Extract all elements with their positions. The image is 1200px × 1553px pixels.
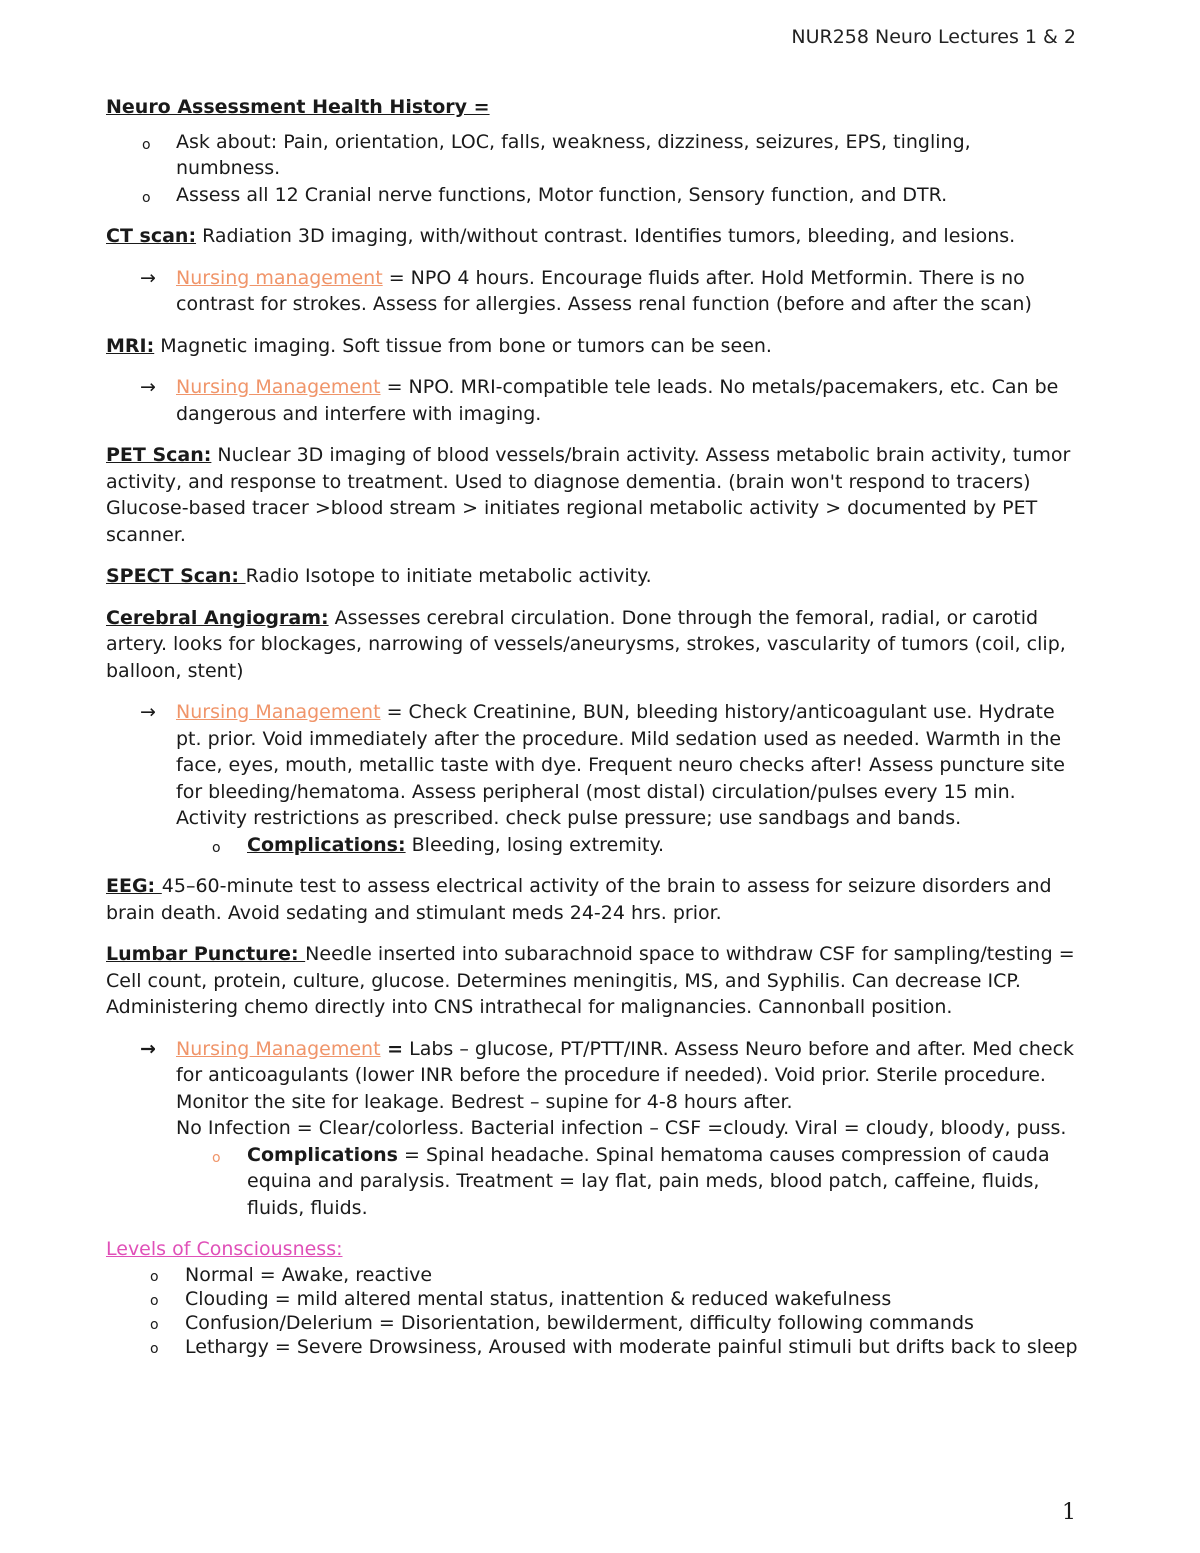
eeg-paragraph: EEG: 45–60-minute test to assess electrical activity of the brain to assess for seizure disorders and brain death. Avoid sedating and stimulant meds 24-24 hrs. prior. [106,875,1052,924]
ct-nursing-management: → Nursing management = NPO 4 hours. Encourage fluids after. Hold Metformin. There is no contrast for strokes. Assess for allergies. Assess renal function (before and after the scan) [140,266,1032,315]
section-title: CT scan: [106,225,197,247]
arrow-icon: → [140,376,156,398]
lumbar-puncture-paragraph: Lumbar Puncture: Needle inserted into subarachnoid space to withdraw CSF for sampling/testing = Cell count, protein, culture, glucose. Determines meningitis, MS, and Syphilis. Can decrease ICP. Administering chemo directly into CNS intrathecal for malignancies. Cannonball position. [106,943,1075,1018]
bullet-icon: o [142,136,151,153]
mri-nursing-management: → Nursing Management = NPO. MRI-compatible tele leads. No metals/pacemakers, etc. Can be dangerous and interfere with imaging. [140,376,1059,425]
complications-label: Complications: [247,833,406,856]
section-title: Cerebral Angiogram: [106,606,329,629]
bullet-icon: o [142,189,151,206]
nursing-management-label: Nursing Management [176,376,381,398]
bullet-icon: o [212,839,221,856]
health-history-heading [106,94,1078,121]
section-title: EEG: [106,875,162,897]
section-title: Lumbar Puncture: [106,943,306,965]
bullet-icon: o [150,1292,159,1309]
bullet-icon: o [150,1316,159,1333]
arrow-icon: → [140,1037,156,1060]
angiogram-nursing-management: → Nursing Management = Check Creatinine, BUN, bleeding history/anticoagulant use. Hydrate pt. prior. Void immediately after the procedure. Mild sedation used as needed. Warmth in the face, eyes, mouth, metallic taste with dye. Frequent neuro checks after! Assess puncture site for bleeding/hematoma. Assess peripheral (most distal) circulation/pulses every 15 min. Activity restrictions as prescribed. check pulse pressure; use sandbags and bands. [140,701,1065,829]
document-body [106,94,1078,1359]
spect-scan-paragraph: SPECT Scan: Radio Isotope to initiate metabolic activity. [106,565,652,587]
list-item: o Lethargy = Severe Drowsiness, Aroused with moderate painful stimuli but drifts back to sleep [106,1335,1078,1359]
angiogram-paragraph: Cerebral Angiogram: Assesses cerebral circulation. Done through the femoral, radial, or carotid artery. looks for blockages, narrowing of vessels/aneurysms, strokes, vascularity of tumors (coil, clip, balloon, stent) [106,606,1066,682]
angiogram-complications: o Complications: Bleeding, losing extremity. [106,832,1078,859]
list-item: o Clouding = mild altered mental status, inattention & reduced wakefulness [106,1287,1078,1311]
page-header: NUR258 Neuro Lectures 1 & 2 [791,26,1076,48]
list-item: o Normal = Awake, reactive [106,1263,1078,1287]
lp-nursing-management: → Nursing Management = Labs – glucose, PT/PTT/INR. Assess Neuro before and after. Med check for anticoagulants (lower INR before the procedure if needed). Void prior. Sterile procedure. Monitor the site for leakage. Bedrest – supine for 4-8 hours after. No Infection = Clear/colorless. Bacterial infection – CSF =cloudy. Viral = cloudy, bloody, puss. [140,1037,1075,1139]
section-title: Levels of Consciousness: [106,1238,343,1260]
nursing-management-label: Nursing management [176,266,383,289]
page-number: 1 [1062,1500,1076,1525]
pet-scan-paragraph: PET Scan: Nuclear 3D imaging of blood vessels/brain activity. Assess metabolic brain activity, tumor activity, and response to treatment. Used to diagnose dementia. (brain won't respond to tracers) Glucose-based tracer >blood stream > initiates regional metabolic activity > documented by PET scanner. [106,444,1071,546]
section-title: Neuro Assessment Health History = [106,96,490,118]
list-item: o Assess all 12 Cranial nerve functions, Motor function, Sensory function, and DTR. [106,182,1078,209]
lp-complications: o Complications = Spinal headache. Spinal hematoma causes compression of cauda equina and paralysis. Treatment = lay flat, pain meds, blood patch, caffeine, fluids, fluids, fluids. [212,1143,1050,1219]
arrow-icon: → [140,701,156,723]
mri-paragraph: MRI: Magnetic imaging. Soft tissue from bone or tumors can be seen. [106,334,772,357]
arrow-icon: → [140,266,156,289]
list-item: o Confusion/Delerium = Disorientation, bewilderment, difficulty following commands [106,1311,1078,1335]
section-title: PET Scan: [106,444,212,466]
list-item: o Ask about: Pain, orientation, LOC, falls, weakness, dizziness, seizures, EPS, tingling, numbness. [142,130,971,179]
levels-of-consciousness-heading [106,1236,1078,1263]
bullet-icon: o [150,1340,159,1357]
bullet-icon: o [150,1268,159,1285]
section-title: SPECT Scan: [106,565,246,587]
ct-scan-paragraph: CT scan: Radiation 3D imaging, with/without contrast. Identifies tumors, bleeding, and lesions. [106,225,1016,247]
complications-label: Complications [247,1143,398,1166]
section-title: MRI: [106,334,155,357]
nursing-management-label: Nursing Management [176,1037,381,1060]
nursing-management-label: Nursing Management [176,701,381,723]
bullet-icon: o [212,1149,221,1166]
